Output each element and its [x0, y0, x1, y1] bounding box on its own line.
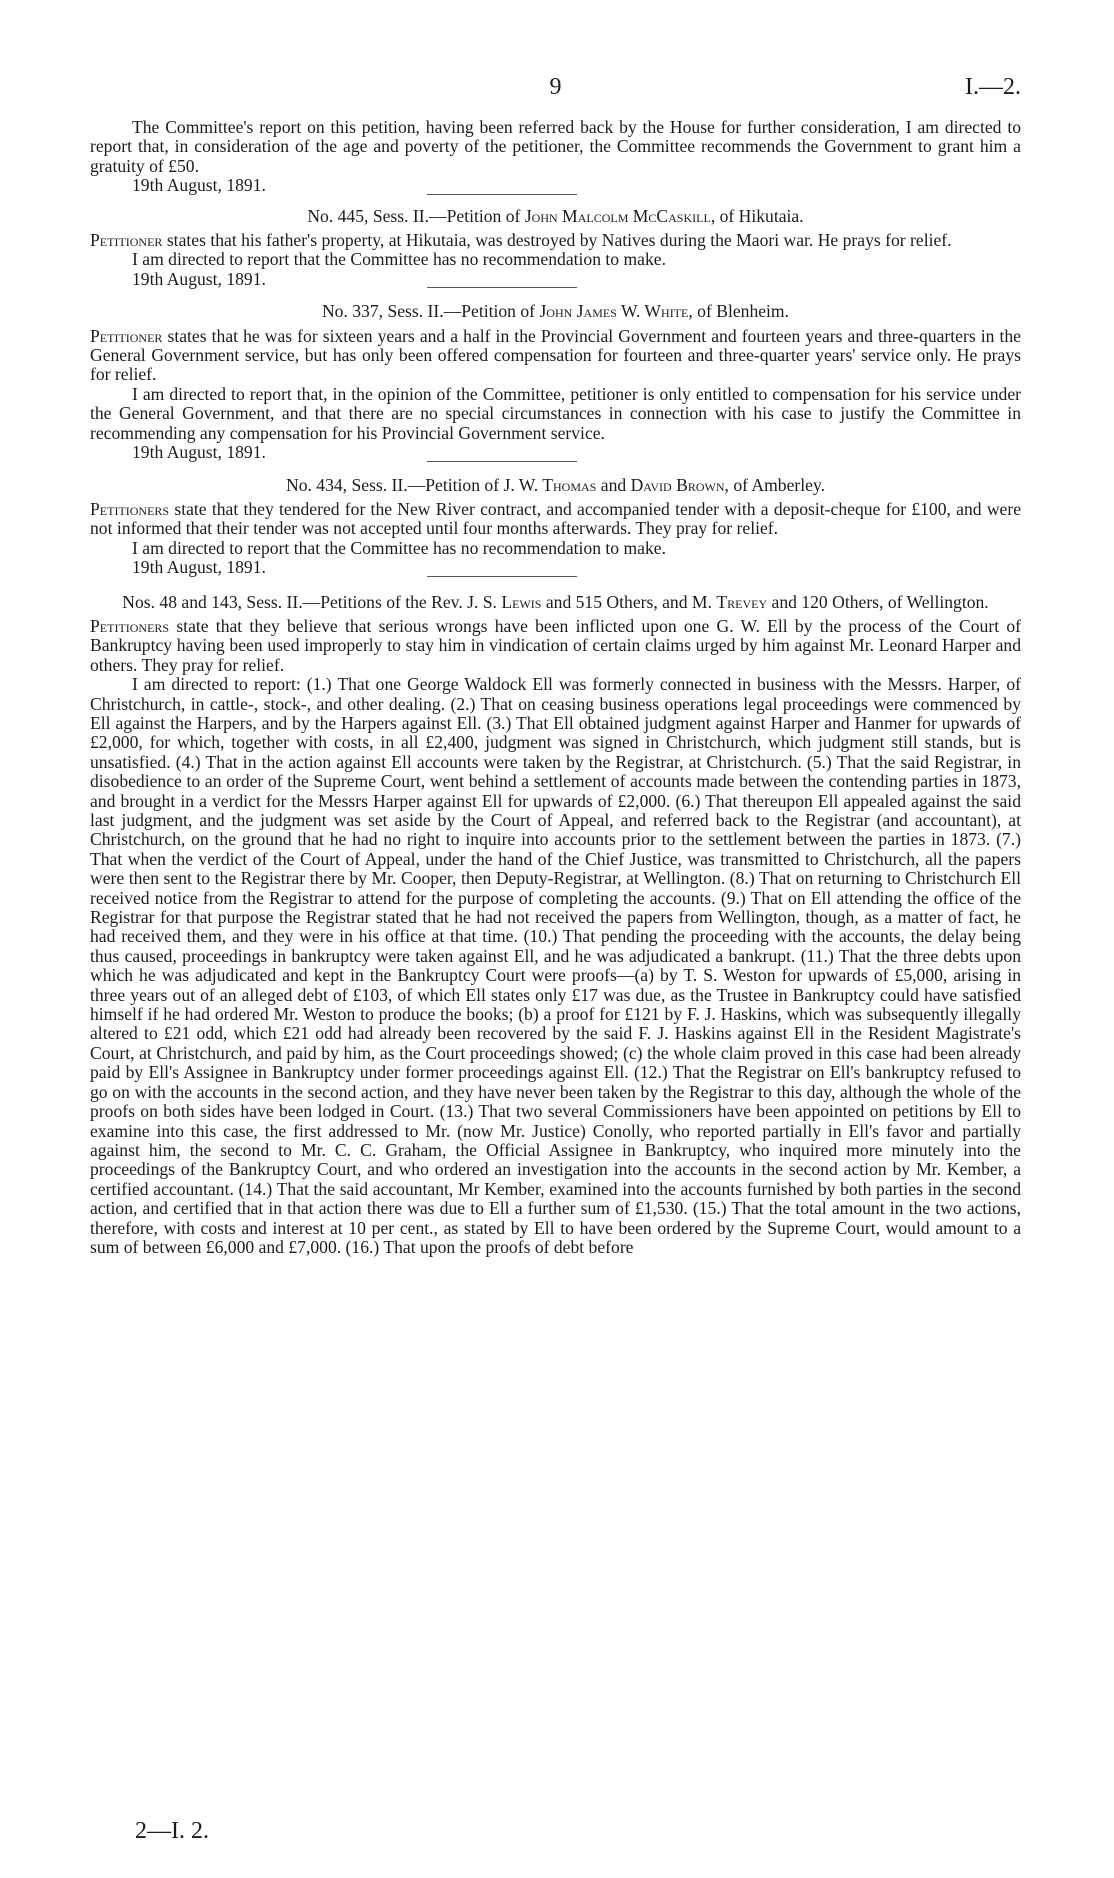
petition-statement-434: Petitioners state that they tendered for the New River contract, and accompanied tender with a deposit-cheque for £100, and were not informed that their tender was not accepted until four months afterwards. They pray for relief.: [90, 498, 1021, 539]
petition-title-434: No. 434, Sess. II.—Petition of J. W. Thomas and David Brown, of Amberley.: [285, 474, 826, 495]
petition-report-434: I am directed to report that the Committee has no recommendation to make.: [132, 537, 666, 558]
petition-statement-48-143: Petitioners state that they believe that serious wrongs have been inflicted upon one G. W. Ell by the process of the Court of Bankruptcy having been used improperly to stay him in vindication of certain claims urged by him against Mr. Leonard Harper and others. They pray for relief.: [90, 615, 1021, 675]
page-reference: I.—2.: [965, 74, 1021, 100]
intro-date: 19th August, 1891.: [132, 175, 266, 196]
petition-title-48-143: Nos. 48 and 143, Sess. II.—Petitions of the Rev. J. S. Lewis and 515 Others, and M. Trevey and 120 Others, of Wellington.: [122, 591, 989, 612]
petition-statement-337: Petitioner states that he was for sixteen years and a half in the Provincial Government and fourteen years and three-quarters in the General Government service, but has only been offered compensation for fourteen and three-quarter years' service only. He prays for relief.: [90, 325, 1021, 385]
signature-mark: 2—I. 2.: [135, 1818, 209, 1844]
petition-statement-445: Petitioner states that his father's property, at Hikutaia, was destroyed by Natives during the Maori war. He prays for relief.: [90, 230, 952, 251]
petition-title-337: No. 337, Sess. II.—Petition of John James W. White, of Blenheim.: [321, 301, 790, 322]
intro-paragraph: The Committee's report on this petition, having been referred back by the House for further consideration, I am directed to report that, in consideration of the age and poverty of the petitioner, the Committee recommends the Government to grant him a gratuity of £50.: [90, 117, 1021, 176]
petition-date-445: 19th August, 1891.: [132, 268, 266, 289]
section-divider: [427, 287, 577, 288]
petition-title-445: No. 445, Sess. II.—Petition of John Malcolm McCaskill, of Hikutaia.: [307, 205, 804, 226]
petition-date-434: 19th August, 1891.: [132, 557, 266, 578]
petition-report-48-143: I am directed to report: (1.) That one George Waldock Ell was formerly connected in business with the Messrs. Harper, of Christchurch, in cattle-, stock-, and other dealing. (2.) That on ceasing business operations legal proceedings were commenced by Ell against the Harpers, and by the Harpers against Ell. (3.) That Ell obtained judgment against Harper and Hanmer for upwards of £2,000, for which, together with costs, in all £2,400, judgment was signed in Christchurch, which judgment still stands, but is unsatisfied. (4.) That in the action against Ell accounts were taken by the Registrar, at Christchurch. (5.) That the said Registrar, in disobedience to an order of the Supreme Court, went behind a settlement of accounts made between the contending parties in 1873, and brought in a verdict for the Messrs Harper against Ell for upwards of £2,000. (6.) That thereupon Ell appealed against the said last judgment, and the judgment was set aside by the Court of Appeal, and referred back to the Registrar (and accountant), at Christchurch, on the ground that he had no right to inquire into accounts prior to the settlement between the parties in 1873. (7.) That when the verdict of the Court of Appeal, under the hand of the Chief Justice, was transmitted to Christchurch, all the papers were then sent to the Registrar there by Mr. Cooper, then Deputy-Registrar, at Wellington. (8.) That on returning to Christchurch Ell received notice from the Registrar to attend for the purpose of completing the accounts. (9.) That on Ell attending the office of the Registrar for that purpose the Registrar stated that he had not received the papers from Wellington, though, as a matter of fact, he had received them, and they were in his office at that time. (10.) That pending the proceeding with the accounts, the delay being thus caused, proceedings in bankruptcy were taken against Ell, and he was adjudicated a bankrupt. (11.) That the three debts upon which he was adjudicated and kept in the Bankruptcy Court were proofs—(a) by T. S. Weston for upwards of £5,000, arising in three years out of an alleged debt of £103, of which Ell states only £17 was due, as the Trustee in Bankruptcy could have satisfied himself if he had ordered Mr. Weston to produce the books; (b) a proof for £121 by F. J. Haskins, which was subsequently illegally altered to £21 odd, which £21 odd had already been recovered by the said F. J. Haskins against Ell in the Resident Magistrate's Court, at Christchurch, and paid by him, as the Court proceedings showed; (c) the whole claim proved in this case had been already paid by Ell's Assignee in Bankruptcy under former proceedings against Ell. (12.) That the Registrar on Ell's bankruptcy refused to go on with the accounts in the second action, and they have never been taken by the Registrar to this day, although the whole of the proofs on both sides have been lodged in Court. (13.) That two several Commissioners have been appointed on petitions by Ell to examine into this case, the first addressed to Mr. (now Mr. Justice) Conolly, who reported partially in Ell's favor and partially against him, the second to Mr. C. C. Graham, the Official Assignee in Bankruptcy, who inquired more minutely into the proceedings of the Bankruptcy Court, and who ordered an investigation into the accounts in the second action by Mr. Kember, a certified accountant. (14.) That the said accountant, Mr Kember, examined into the accounts furnished by both parties in the second action, and certified that in that action there was due to Ell a further sum of £1,530. (15.) That the total amount in the two actions, therefore, with costs and interest at 10 per cent., as stated by Ell to have been ordered by the Supreme Court, would amount to a sum of between £6,000 and £7,000. (16.) That upon the proofs of debt before: [90, 674, 1021, 1257]
petitioner-name: Lewis: [501, 591, 542, 612]
petitioner-name: Trevey: [716, 591, 768, 612]
petition-report-337: I am directed to report that, in the opinion of the Committee, petitioner is only entitled to compensation for his service under the General Government, and that there are no special circumstances in connection with his case to justify the Committee in recommending any compensation for his Provincial Government service.: [90, 383, 1021, 443]
petitioner-name: David Brown: [630, 474, 725, 495]
section-divider: [427, 576, 577, 577]
page-header: [90, 74, 1021, 118]
petition-report-445: I am directed to report that the Committee has no recommendation to make.: [132, 249, 666, 270]
petition-date-337: 19th August, 1891.: [132, 442, 266, 463]
section-divider: [427, 461, 577, 462]
section-divider: [427, 194, 577, 195]
petitioner-name: J. W. Thomas: [503, 474, 597, 495]
petitioner-name: John James W. White: [539, 301, 689, 322]
page-number: 9: [549, 74, 562, 100]
petitioner-name: John Malcolm McCaskill: [524, 205, 711, 226]
